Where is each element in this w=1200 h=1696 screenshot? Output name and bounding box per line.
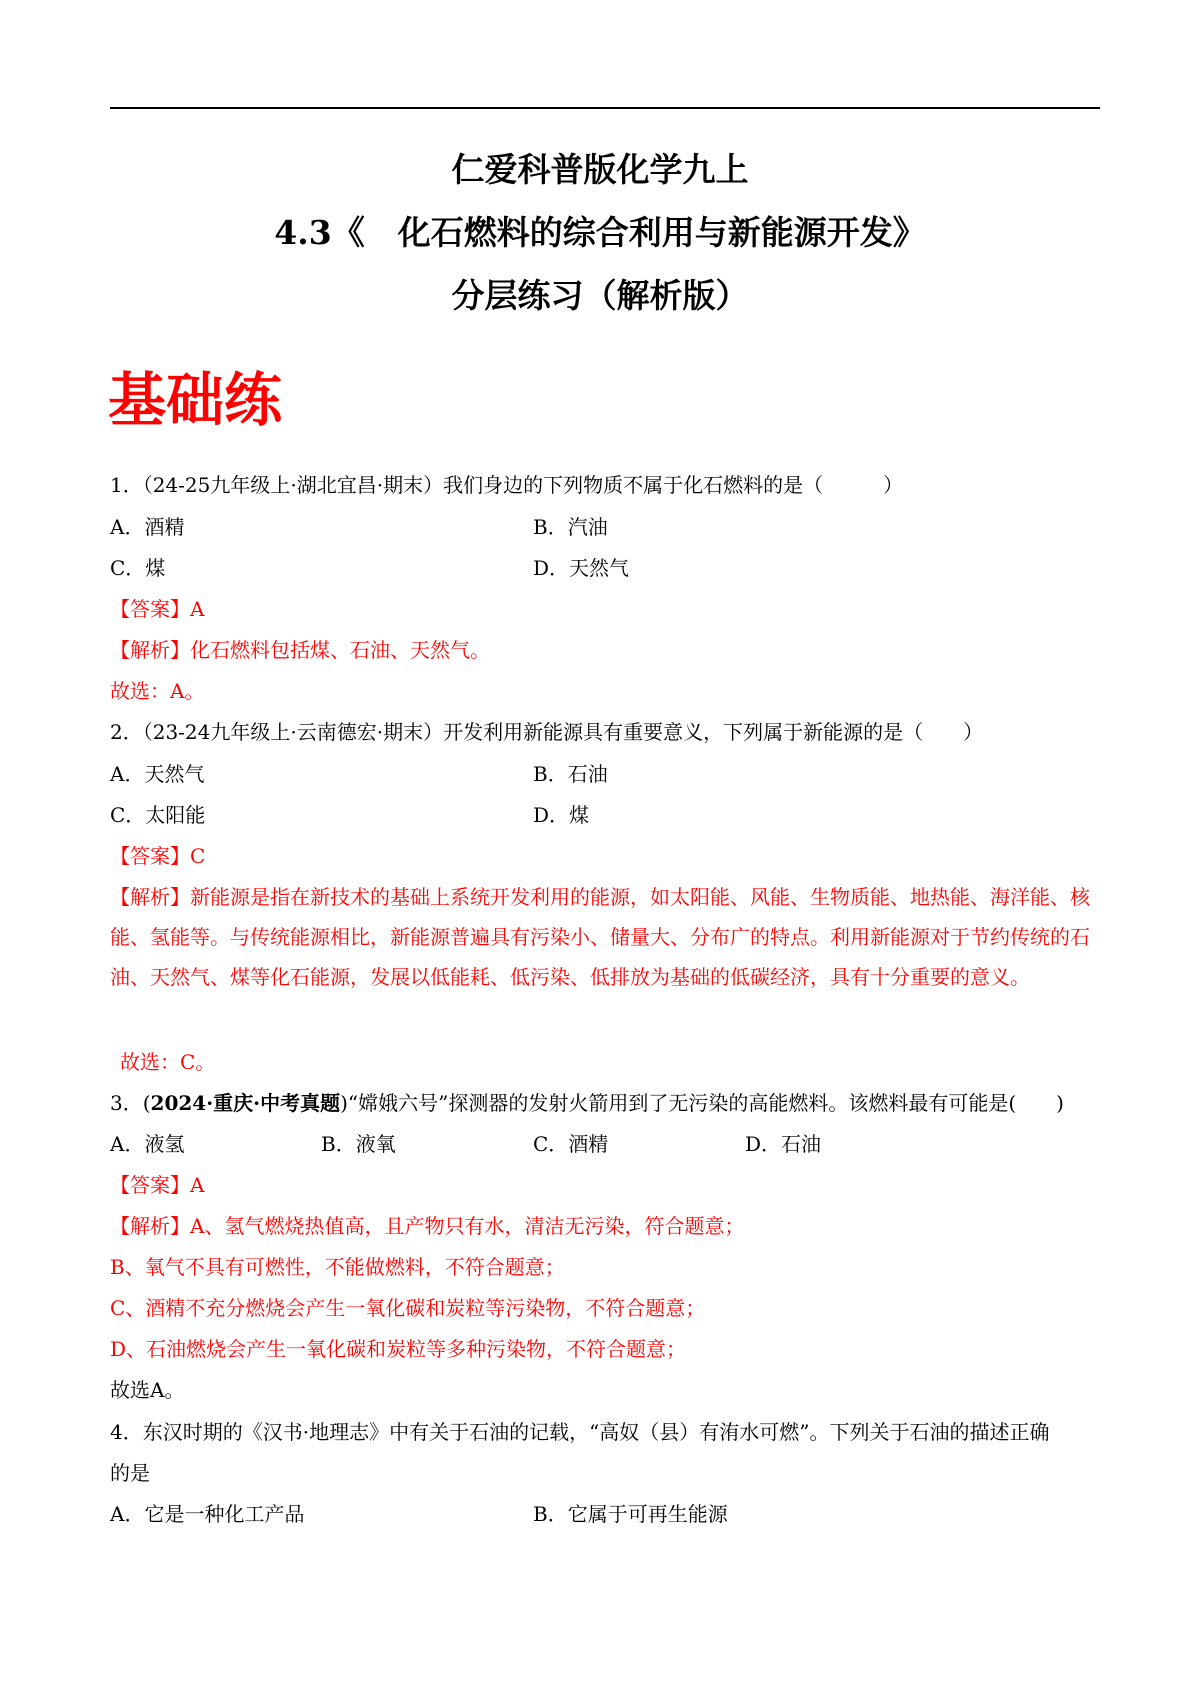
q1-option-a: A．酒精 — [110, 515, 185, 539]
q4-stem-line2: 的是 — [110, 1461, 150, 1485]
q3-answer: 【答案】A — [110, 1173, 205, 1197]
q1-stem: 1．（24-25九年级上·湖北宜昌·期末）我们身边的下列物质不属于化石燃料的是（ ） — [110, 473, 904, 497]
q3-option-c: C．酒精 — [533, 1132, 609, 1156]
q4-option-b: B．它属于可再生能源 — [533, 1502, 728, 1526]
q2-stem: 2．（23-24九年级上·云南德宏·期末）开发利用新能源具有重要意义，下列属于新能源的是（ ） — [110, 720, 984, 744]
q3-analysis-b: B、氧气不具有可燃性，不能做燃料，不符合题意； — [110, 1255, 565, 1279]
q1-option-d: D．天然气 — [533, 556, 630, 580]
q2-analysis: 【解析】新能源是指在新技术的基础上系统开发利用的能源，如太阳能、风能、生物质能、地热能、海洋能、核能、氢能等。与传统能源相比，新能源普遍具有污染小、储量大、分布广的特点。利用新能源对于节约传统的石油、天然气、煤等化石能源，发展以低能耗、低污染、低排放为基础的低碳经济，具有十分重要的意义。 — [110, 885, 1090, 989]
doc-title-line1: 仁爱科普版化学九上 — [451, 150, 749, 189]
q3-number: 3．( — [110, 1091, 151, 1115]
q3-conclusion: 故选A。 — [110, 1378, 185, 1402]
q2-option-c: C．太阳能 — [110, 803, 206, 827]
q1-option-b: B．汽油 — [533, 515, 608, 539]
q2-option-a: A．天然气 — [110, 762, 205, 786]
q2-answer: 【答案】C — [110, 844, 206, 868]
q4-stem-line1: 4．东汉时期的《汉书·地理志》中有关于石油的记载，“高奴（县）有洧水可燃”。下列关于石油的描述正确 — [110, 1420, 1050, 1444]
section-title: 基础练 — [108, 366, 283, 434]
q3-option-b: B．液氧 — [321, 1132, 396, 1156]
q4-option-a: A．它是一种化工产品 — [110, 1502, 305, 1526]
q3-option-d: D．石油 — [745, 1132, 822, 1156]
q3-stem — [110, 1090, 1100, 1116]
q1-option-c: C．煤 — [110, 556, 166, 580]
q3-source: 2024·重庆·中考真题 — [150, 1091, 341, 1115]
header-rule — [110, 107, 1100, 109]
q1-conclusion: 故选：A。 — [110, 679, 205, 703]
q3-option-a: A．液氢 — [110, 1132, 185, 1156]
doc-title-line3: 分层练习（解析版） — [451, 276, 749, 315]
q3-analysis-c: C、酒精不充分燃烧会产生一氧化碳和炭粒等污染物，不符合题意； — [110, 1296, 706, 1320]
q1-answer: 【答案】A — [110, 597, 205, 621]
q1-analysis: 【解析】化石燃料包括煤、石油、天然气。 — [110, 638, 490, 662]
doc-title-line2: 4.3《 化石燃料的综合利用与新能源开发》 — [274, 213, 926, 252]
q2-option-d: D．煤 — [533, 803, 590, 827]
q2-conclusion: 故选：C。 — [120, 1050, 216, 1074]
q3-analysis-d: D、石油燃烧会产生一氧化碳和炭粒等多种污染物，不符合题意； — [110, 1337, 687, 1361]
q3-analysis-a: 【解析】A、氢气燃烧热值高，且产物只有水，清洁无污染，符合题意； — [110, 1214, 745, 1238]
q2-option-b: B．石油 — [533, 762, 608, 786]
q3-stem-text: )“嫦娥六号”探测器的发射火箭用到了无污染的高能燃料。该燃料最有可能是( ) — [340, 1091, 1064, 1115]
